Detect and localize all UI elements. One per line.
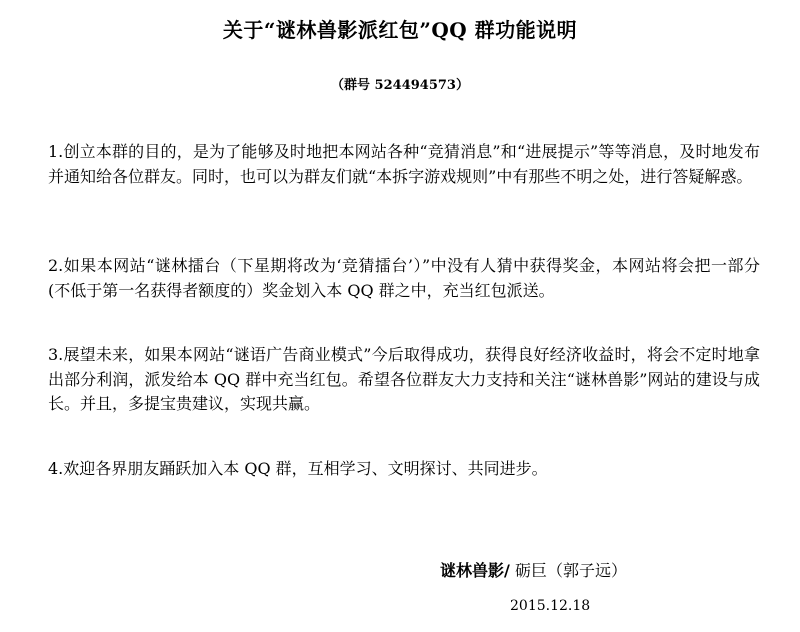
signature-site: 谜林兽影/ [440, 561, 510, 580]
paragraph-1: 1.创立本群的目的，是为了能够及时地把本网站各种“竞猜消息”和“进展提示”等等消息，及时地发布并通知给各位群友。同时，也可以为群友们就“本拆字游戏规则”中有那些不明之处，进行答疑解惑。 [48, 142, 760, 186]
paragraph-3: 3.展望未来，如果本网站“谜语广告商业模式”今后取得成功，获得良好经济收益时，将会不定时地拿出部分利润，派发给本 QQ 群中充当红包。希望各位群友大力支持和关注“谜林兽影”网站的建设与成长。并且，多提宝贵建议，实现共赢。 [48, 345, 760, 413]
page-title: 关于“谜林兽影派红包”QQ 群功能说明 [222, 18, 578, 42]
paragraph-4: 4.欢迎各界朋友踊跃加入本 QQ 群，互相学习、文明探讨、共同进步。 [48, 459, 548, 478]
signature-author: 砺巨（郭子远） [514, 561, 627, 580]
document-date: 2015.12.18 [510, 598, 591, 614]
signature [440, 558, 627, 581]
group-number: （群号 524494573） [331, 78, 469, 93]
paragraph-2: 2.如果本网站“谜林擂台（下星期将改为‘竞猜擂台’）”中没有人猜中获得奖金，本网站将会把一部分(不低于第一名获得者额度的）奖金划入本 QQ 群之中，充当红包派送。 [48, 256, 760, 300]
